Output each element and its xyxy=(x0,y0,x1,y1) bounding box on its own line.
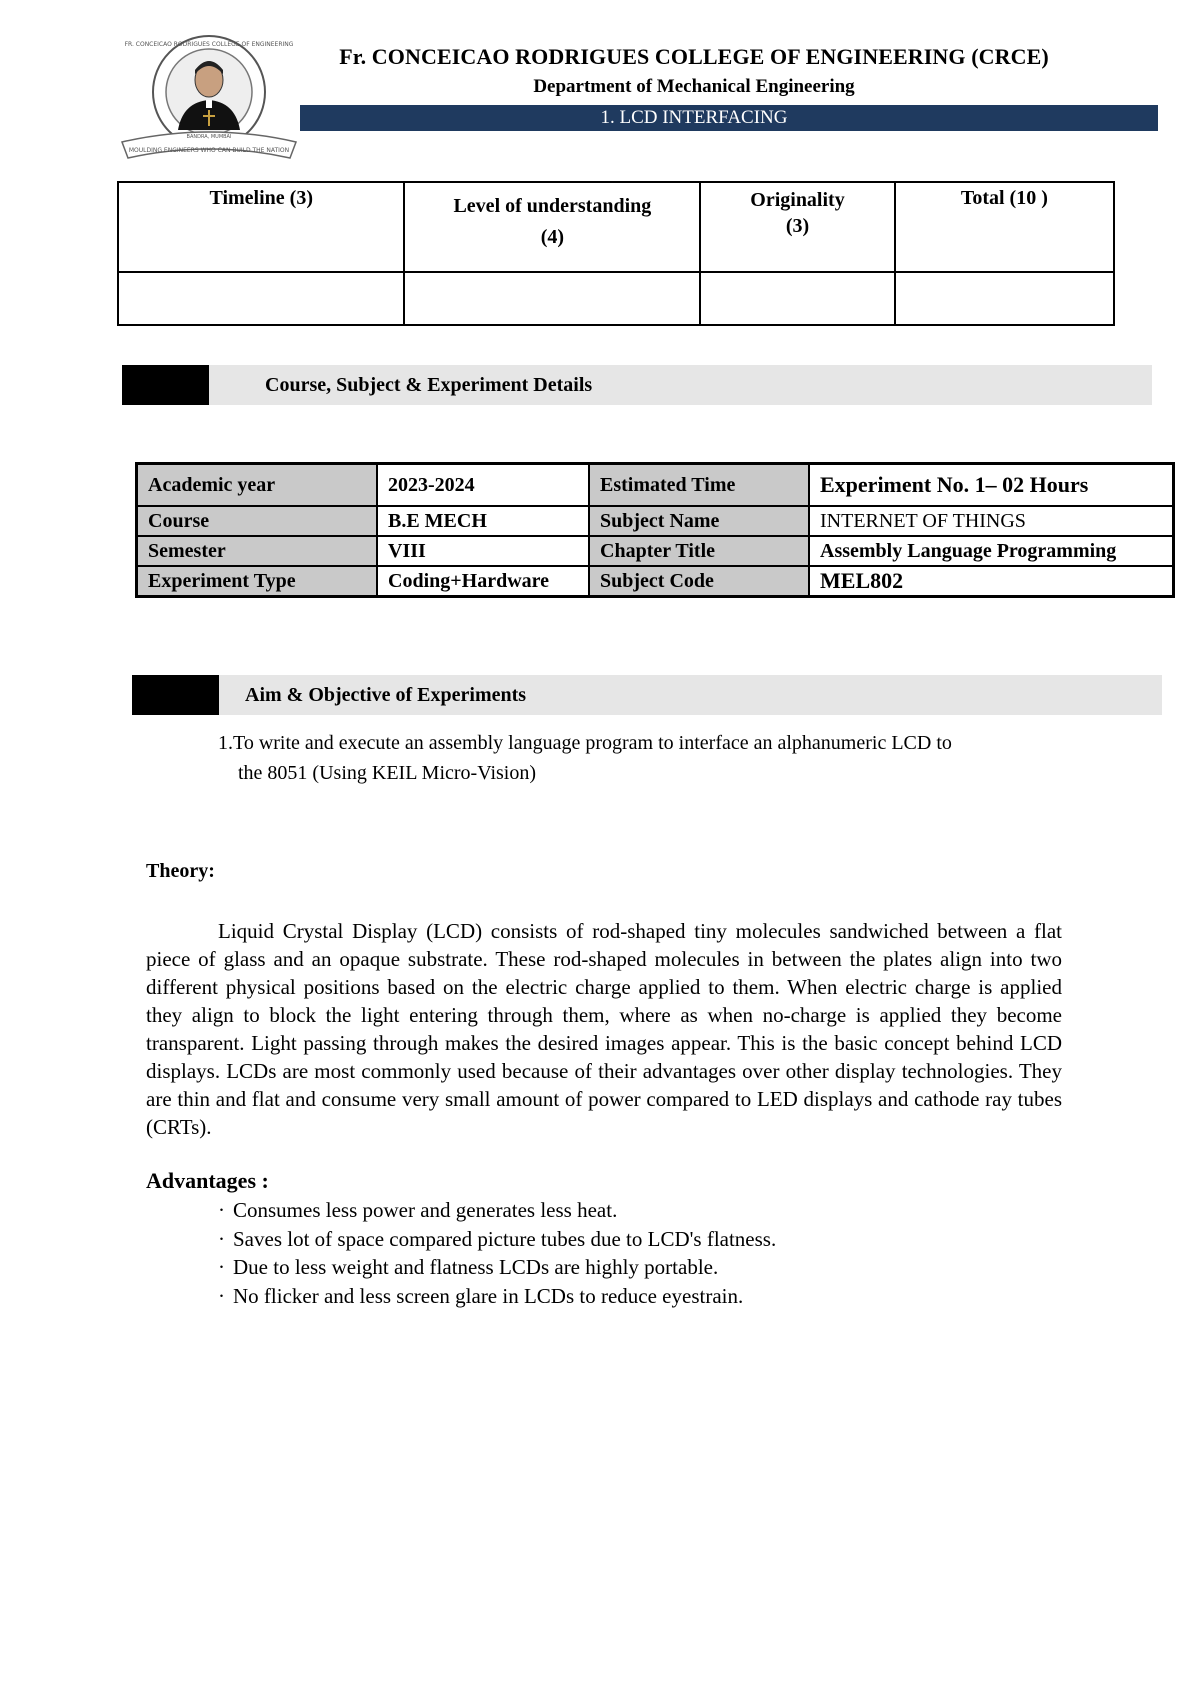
subject-code-label: Subject Code xyxy=(589,566,809,597)
list-item: · Due to less weight and flatness LCDs are highly portable. xyxy=(218,1253,776,1282)
department-name: Department of Mechanical Engineering xyxy=(533,76,855,97)
list-item: · Saves lot of space compared picture tubes due to LCD's flatness. xyxy=(218,1225,776,1254)
marks-table xyxy=(117,181,1115,326)
aim-item-1-line1: 1.To write and execute an assembly language program to interface an alphanumeric LCD to xyxy=(218,732,952,754)
experiment-title: 1. LCD INTERFACING xyxy=(600,107,788,128)
marks-header-row xyxy=(118,182,1114,272)
understanding-header xyxy=(404,182,700,272)
logo-ribbon-text: MOULDING ENGINEERS WHO CAN BUILD THE NATION xyxy=(128,147,290,154)
originality-header-line1: Originality xyxy=(750,189,845,211)
understanding-score-cell[interactable] xyxy=(404,272,700,325)
aim-section-marker xyxy=(132,675,219,715)
advantages-heading: Advantages : xyxy=(146,1168,269,1193)
subject-name-value: INTERNET OF THINGS xyxy=(809,506,1174,536)
logo-ring-text: FR. CONCEICAO RODRIGUES COLLEGE OF ENGINEERING xyxy=(124,41,294,48)
semester-value: VIII xyxy=(377,536,589,566)
academic-year-value: 2023-2024 xyxy=(377,464,589,507)
understanding-header-line2: (4) xyxy=(540,226,565,248)
course-label: Course xyxy=(137,506,378,536)
timeline-header: Timeline (3) xyxy=(118,182,404,272)
total-header: Total (10 ) xyxy=(895,182,1114,272)
subject-code-value: MEL802 xyxy=(809,566,1174,597)
academic-year-label: Academic year xyxy=(137,464,378,507)
estimated-time-label: Estimated Time xyxy=(589,464,809,507)
list-item: · Consumes less power and generates less heat. xyxy=(218,1196,776,1225)
list-item: · No flicker and less screen glare in LCDs to reduce eyestrain. xyxy=(218,1282,776,1311)
course-value: B.E MECH xyxy=(377,506,589,536)
college-name: Fr. CONCEICAO RODRIGUES COLLEGE OF ENGINEERING (CRCE) xyxy=(339,44,1049,69)
aim-item-1-line2: the 8051 (Using KEIL Micro-Vision) xyxy=(238,762,537,784)
logo-place-text: BANDRA, MUMBAI xyxy=(186,134,232,140)
total-score-cell[interactable] xyxy=(895,272,1114,325)
course-details-table xyxy=(135,462,1175,598)
experiment-type-value: Coding+Hardware xyxy=(377,566,589,597)
theory-paragraph: Liquid Crystal Display (LCD) consists of rod-shaped tiny molecules sandwiched between a flat piece of glass and an opaque substrate. These rod-shaped molecules in between the plates align into two different physical positions based on the electric charge applied to them. When electric charge is applied they align to block the light entering through them, where as when no-charge is applied they become transparent. Light passing through makes the desired images appear. This is the basic concept behind LCD displays. LCDs are most commonly used because of their advantages over other display technologies. They are thin and flat and consume very small amount of power compared to LED displays and cathode ray tubes (CRTs). xyxy=(146,919,1062,1139)
details-row xyxy=(137,506,1174,536)
understanding-header-line1: Level of understanding xyxy=(453,195,652,217)
aim-section-heading: Aim & Objective of Experiments xyxy=(245,684,527,706)
estimated-time-value: Experiment No. 1– 02 Hours xyxy=(809,464,1174,507)
theory-heading: Theory: xyxy=(146,860,215,882)
details-row xyxy=(137,536,1174,566)
aim-item-1 xyxy=(218,728,1098,788)
originality-score-cell[interactable] xyxy=(700,272,894,325)
details-section-heading: Course, Subject & Experiment Details xyxy=(265,374,593,396)
experiment-type-label: Experiment Type xyxy=(137,566,378,597)
details-section-marker xyxy=(122,365,209,405)
college-logo xyxy=(118,30,300,170)
details-row xyxy=(137,464,1174,507)
semester-label: Semester xyxy=(137,536,378,566)
timeline-score-cell[interactable] xyxy=(118,272,404,325)
subject-name-label: Subject Name xyxy=(589,506,809,536)
originality-header xyxy=(700,182,894,272)
marks-entry-row xyxy=(118,272,1114,325)
originality-header-line2: (3) xyxy=(785,215,810,237)
details-row xyxy=(137,566,1174,597)
chapter-title-value: Assembly Language Programming xyxy=(809,536,1174,566)
advantages-list xyxy=(218,1196,776,1310)
chapter-title-label: Chapter Title xyxy=(589,536,809,566)
